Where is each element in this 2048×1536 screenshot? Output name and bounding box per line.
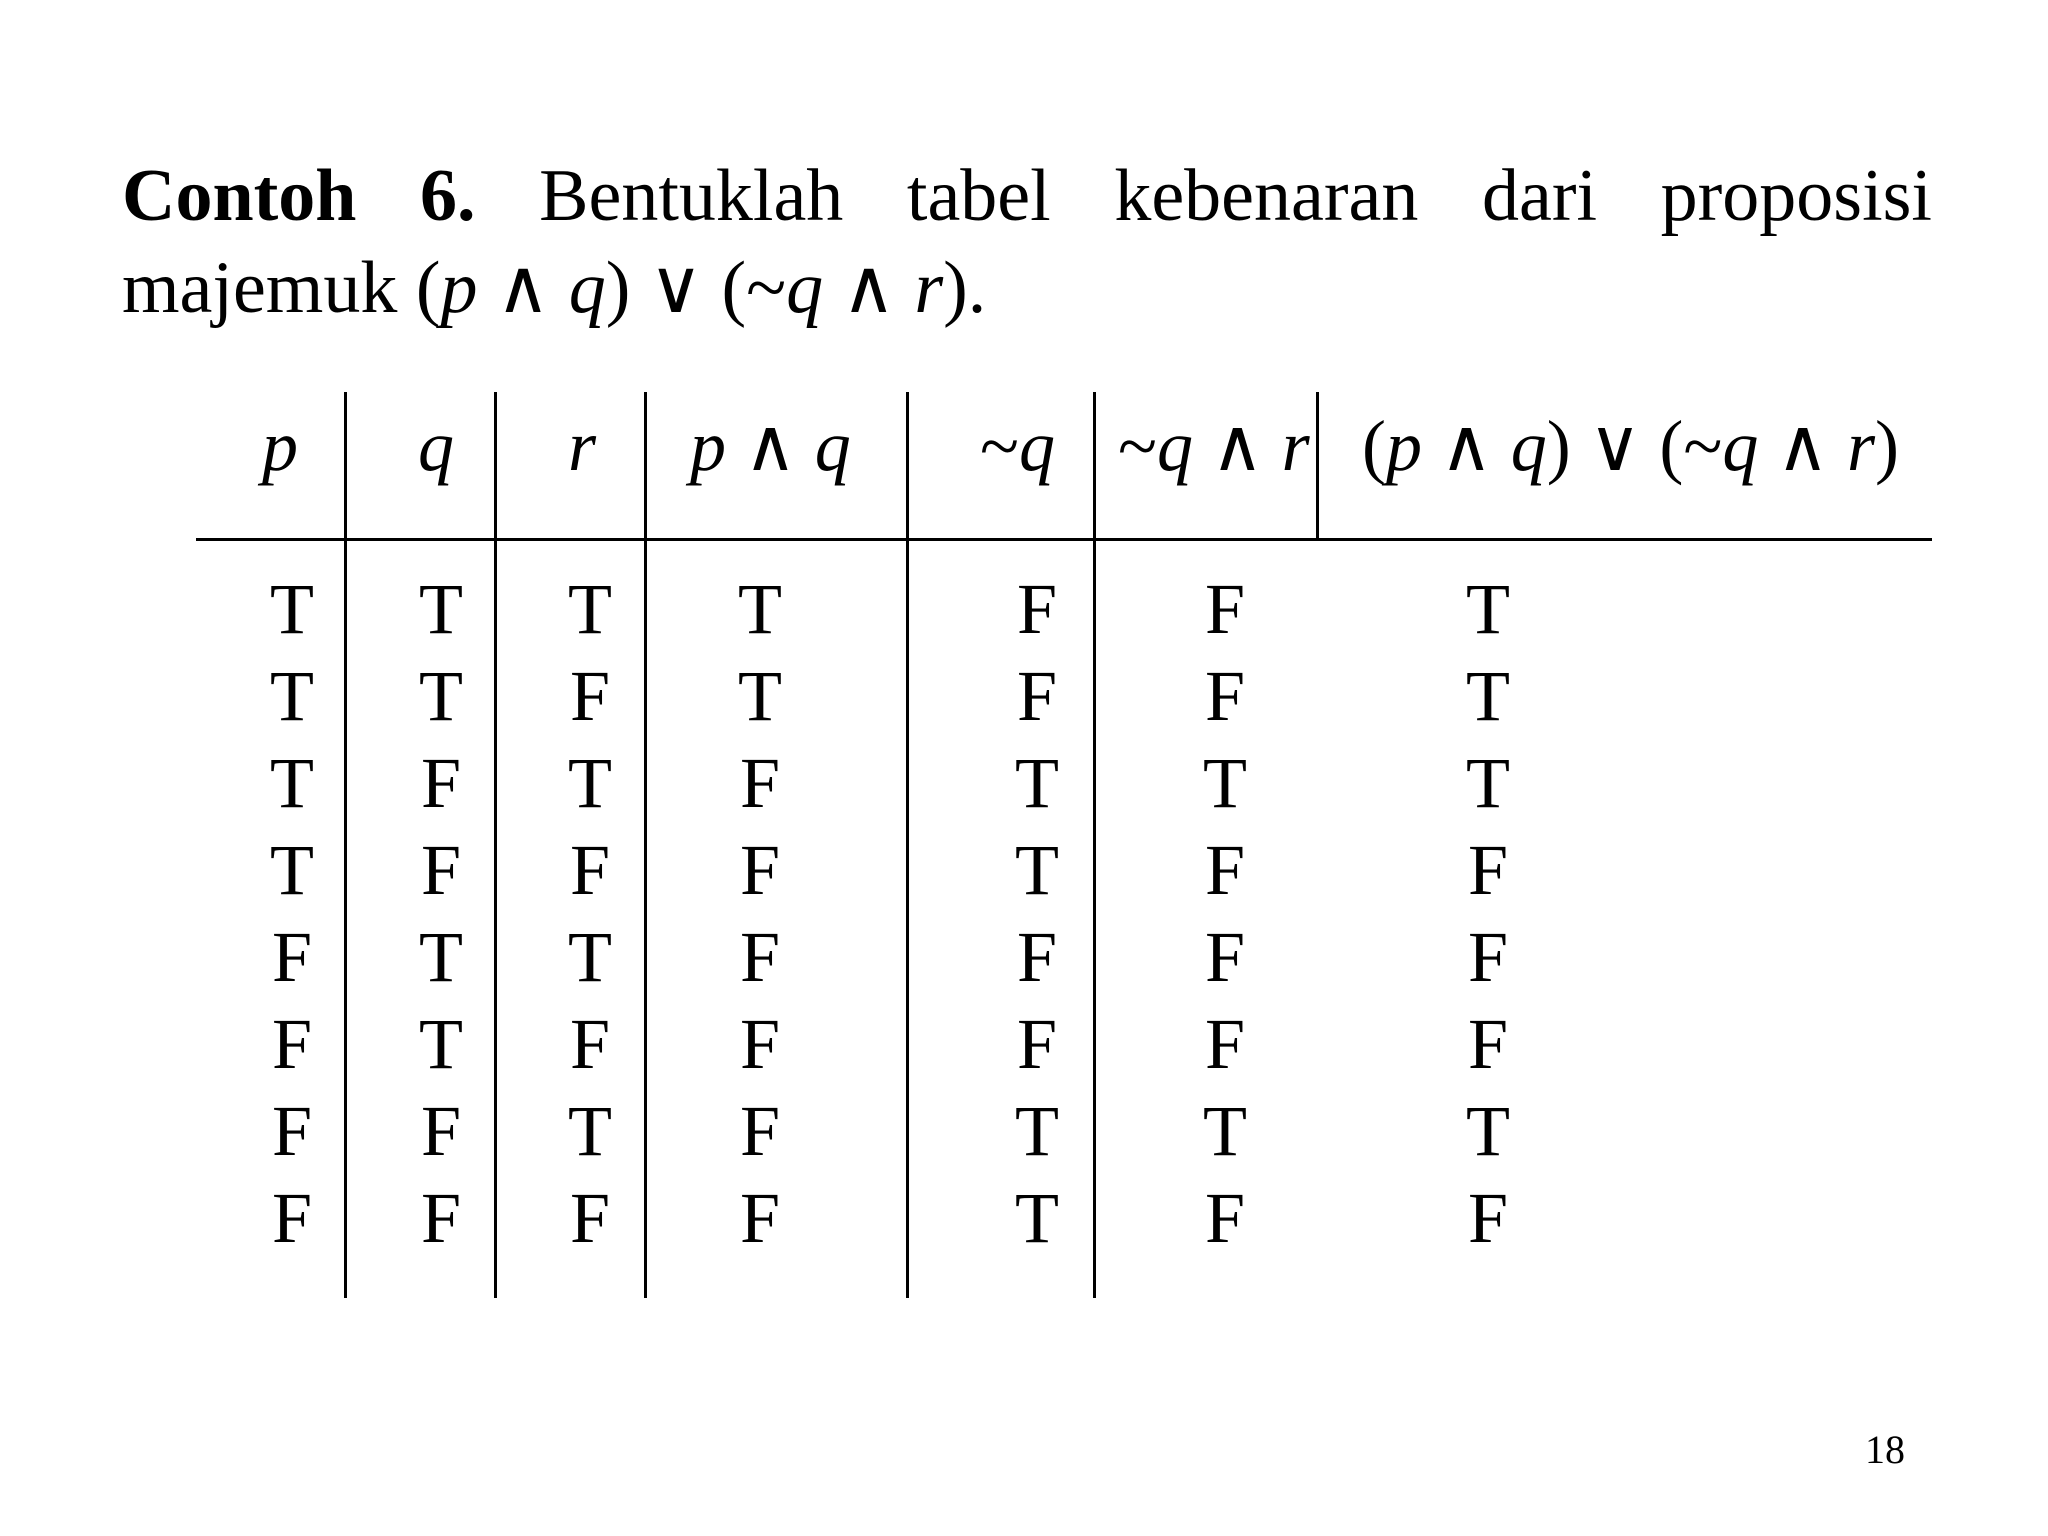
- cell-not-q-and-r: F: [1204, 830, 1246, 910]
- column-divider: [644, 392, 647, 1298]
- cell-not-q-and-r: F: [1204, 569, 1246, 649]
- column-divider: [494, 392, 497, 1298]
- cell-p-and-q: F: [739, 1004, 781, 1084]
- heading-word: kebenaran: [1114, 155, 1419, 237]
- cell-result: F: [1467, 1178, 1509, 1258]
- cell-p: F: [271, 1178, 313, 1258]
- formula-or: ) ∨ (~: [605, 247, 787, 329]
- heading-word: dari: [1481, 155, 1598, 237]
- cell-r: F: [569, 1004, 611, 1084]
- cell-p: T: [270, 830, 314, 910]
- cell-p: F: [271, 1091, 313, 1171]
- cell-not-q: T: [1015, 1178, 1059, 1258]
- cell-q: T: [419, 656, 463, 736]
- column-header-p-and-q: p ∧ q: [690, 406, 851, 486]
- formula-q: q: [786, 247, 824, 329]
- cell-not-q-and-r: F: [1204, 656, 1246, 736]
- cell-p-and-q: F: [739, 1178, 781, 1258]
- cell-not-q-and-r: F: [1204, 1178, 1246, 1258]
- cell-not-q: F: [1016, 569, 1058, 649]
- formula-r: r: [914, 247, 944, 329]
- column-header-result: (p ∧ q) ∨ (~q ∧ r): [1362, 406, 1900, 486]
- cell-result: F: [1467, 917, 1509, 997]
- cell-not-q-and-r: T: [1203, 1091, 1247, 1171]
- cell-result: T: [1466, 743, 1510, 823]
- cell-p-and-q: F: [739, 830, 781, 910]
- cell-r: F: [569, 1178, 611, 1258]
- column-divider: [1316, 392, 1319, 540]
- cell-q: F: [420, 1091, 462, 1171]
- example-number: 6.: [420, 155, 476, 237]
- cell-r: T: [568, 569, 612, 649]
- column-header-p: p: [262, 406, 298, 486]
- cell-p-and-q: F: [739, 917, 781, 997]
- formula-and: ∧: [477, 247, 569, 329]
- cell-p-and-q: T: [738, 569, 782, 649]
- heading-word: tabel: [906, 155, 1051, 237]
- cell-q: F: [420, 830, 462, 910]
- heading-prefix: majemuk (: [122, 247, 441, 329]
- cell-not-q: T: [1015, 743, 1059, 823]
- cell-result: T: [1466, 656, 1510, 736]
- cell-q: F: [420, 743, 462, 823]
- cell-result: T: [1466, 569, 1510, 649]
- cell-not-q: F: [1016, 917, 1058, 997]
- cell-q: F: [420, 1178, 462, 1258]
- cell-q: T: [419, 569, 463, 649]
- cell-p: T: [270, 569, 314, 649]
- example-label: Contoh: [122, 155, 357, 237]
- column-divider: [344, 392, 347, 1298]
- column-header-q: q: [418, 406, 454, 486]
- column-divider: [1093, 392, 1096, 1298]
- cell-r: T: [568, 1091, 612, 1171]
- formula-end: ).: [943, 247, 987, 329]
- column-header-r: r: [568, 406, 597, 486]
- cell-p-and-q: F: [739, 743, 781, 823]
- page-number: 18: [1865, 1427, 1905, 1472]
- cell-p: T: [270, 656, 314, 736]
- cell-r: T: [568, 743, 612, 823]
- cell-not-q-and-r: F: [1204, 917, 1246, 997]
- cell-not-q: F: [1016, 1004, 1058, 1084]
- formula-q: q: [568, 247, 606, 329]
- cell-r: F: [569, 830, 611, 910]
- column-divider: [906, 392, 909, 1298]
- cell-q: T: [419, 1004, 463, 1084]
- cell-p-and-q: T: [738, 656, 782, 736]
- heading-word: Bentuklah: [539, 155, 844, 237]
- cell-not-q: T: [1015, 1091, 1059, 1171]
- cell-not-q-and-r: T: [1203, 743, 1247, 823]
- cell-not-q: F: [1016, 656, 1058, 736]
- cell-p: F: [271, 917, 313, 997]
- cell-p: T: [270, 743, 314, 823]
- header-rule: [196, 538, 1932, 541]
- cell-r: T: [568, 917, 612, 997]
- cell-q: T: [419, 917, 463, 997]
- column-header-not-q: ~q: [980, 406, 1055, 486]
- cell-result: T: [1466, 1091, 1510, 1171]
- formula-p: p: [440, 247, 478, 329]
- formula-and: ∧: [823, 247, 915, 329]
- heading-word: proposisi: [1660, 155, 1932, 237]
- column-header-not-q-and-r: ~q ∧ r: [1118, 406, 1310, 486]
- cell-not-q-and-r: F: [1204, 1004, 1246, 1084]
- cell-r: F: [569, 656, 611, 736]
- cell-p: F: [271, 1004, 313, 1084]
- cell-not-q: T: [1015, 830, 1059, 910]
- cell-p-and-q: F: [739, 1091, 781, 1171]
- cell-result: F: [1467, 830, 1509, 910]
- cell-result: F: [1467, 1004, 1509, 1084]
